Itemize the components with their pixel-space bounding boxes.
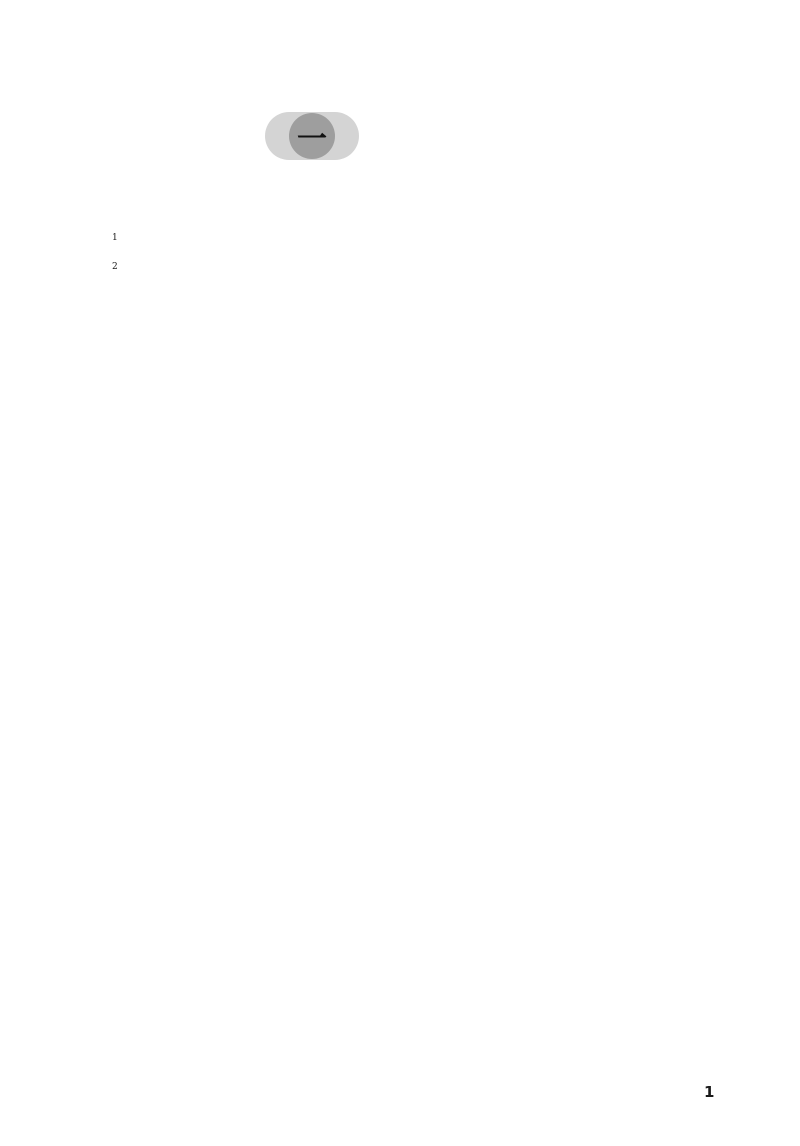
chapter-numeral: 一 xyxy=(289,113,335,159)
vitamin-b-subscript: 1 xyxy=(112,233,118,243)
body-text xyxy=(82,221,728,280)
page-number: 1 xyxy=(704,1083,715,1101)
chapter-badge xyxy=(265,112,359,160)
vitamin-b-subscript: 2 xyxy=(112,262,118,273)
paragraph-2 xyxy=(82,221,728,250)
paragraph-5 xyxy=(82,250,728,279)
chapter-heading xyxy=(265,112,385,160)
